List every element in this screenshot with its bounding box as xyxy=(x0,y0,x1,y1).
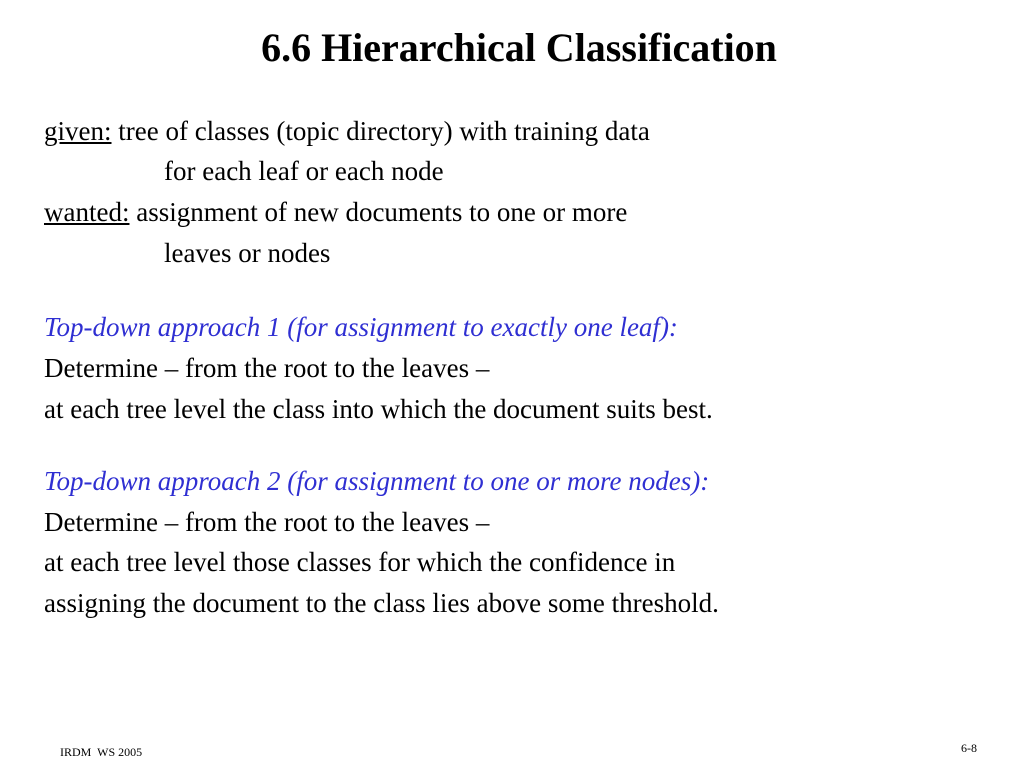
wanted-text-2: leaves or nodes xyxy=(164,238,331,268)
wanted-line-1 xyxy=(44,196,627,228)
given-label: given: xyxy=(44,116,112,146)
approach2-line-2: at each tree level those classes for which the confidence in xyxy=(44,547,676,577)
wanted-text-1: assignment of new documents to one or more xyxy=(129,197,628,227)
approach2-line-3: assigning the document to the class lies above some threshold. xyxy=(44,588,719,618)
wanted-label: wanted: xyxy=(44,197,130,227)
footer-page-number: 6-8 xyxy=(961,741,977,755)
approach1-heading: Top-down approach 1 (for assignment to exactly one leaf): xyxy=(44,312,678,342)
approach2-heading: Top-down approach 2 (for assignment to one or more nodes): xyxy=(44,466,710,496)
approach1-line-1: Determine – from the root to the leaves – xyxy=(44,353,490,383)
slide-title: 6.6 Hierarchical Classification xyxy=(261,25,777,70)
footer-course: IRDM WS 2005 xyxy=(60,745,143,759)
approach1-line-2: at each tree level the class into which the document suits best. xyxy=(44,394,713,424)
given-text-2: for each leaf or each node xyxy=(164,156,444,186)
given-text-1: tree of classes (topic directory) with training data xyxy=(111,116,650,146)
approach2-line-1: Determine – from the root to the leaves – xyxy=(44,507,490,537)
given-line-1 xyxy=(44,115,650,147)
